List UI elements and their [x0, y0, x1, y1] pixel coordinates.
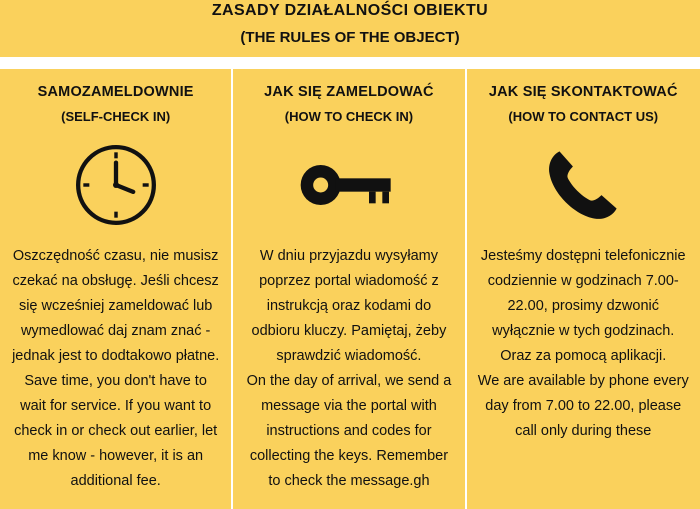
header-title-pl: ZASADY DZIAŁALNOŚCI OBIEKTU	[211, 2, 489, 19]
column-title-pl: SAMOZAMELDOWNIE	[37, 84, 194, 100]
column-self-check-in	[0, 69, 233, 509]
column-how-to-check-in	[233, 69, 466, 509]
header-divider	[0, 57, 700, 69]
column-how-to-contact-us	[467, 69, 700, 509]
column-title-en: (HOW TO CONTACT US)	[508, 109, 659, 124]
key-icon	[243, 126, 454, 244]
column-text-pl: W dniu przyjazdu wysyłamy poprzez portal wiadomość z instrukcją oraz kodami do odbioru kluczy. Pamiętaj, żeby sprawdzić wiadomość.	[251, 248, 447, 364]
column-text-pl: Oszczędność czasu, nie musisz czekać na obsługę. Jeśli chcesz się wcześniej zameldować lub wymedlować daj znam znać - jednak jest to dodtakowo płatne.	[12, 248, 220, 364]
column-title-en: (HOW TO CHECK IN)	[284, 109, 414, 124]
column-title-en: (SELF-CHECK IN)	[61, 109, 171, 124]
header-title-en: (THE RULES OF THE OBJECT)	[240, 29, 460, 46]
column-text-pl: Jesteśmy dostępni telefonicznie codziennie w godzinach 7.00-22.00, prosimy dzwonić wyłącznie w tych godzinach. Oraz za pomocą aplikacji.	[480, 248, 686, 364]
column-title-pl: JAK SIĘ SKONTAKTOWAĆ	[488, 84, 678, 100]
clock-icon	[10, 126, 221, 244]
column-text-en: On the day of arrival, we send a message via the portal with instructions and codes for collecting the keys. Remember to check the message.gh	[246, 373, 452, 489]
column-text-en: Save time, you don't have to wait for service. If you want to check in or check out earlier, let me know - however, it is an additional fee.	[14, 373, 218, 489]
phone-icon	[477, 126, 690, 244]
column-text-en: We are available by phone every day from 7.00 to 22.00, please call only during these	[477, 373, 689, 439]
columns-container	[0, 69, 700, 509]
poster-header	[0, 0, 700, 49]
column-title-pl: JAK SIĘ ZAMELDOWAĆ	[264, 84, 434, 100]
